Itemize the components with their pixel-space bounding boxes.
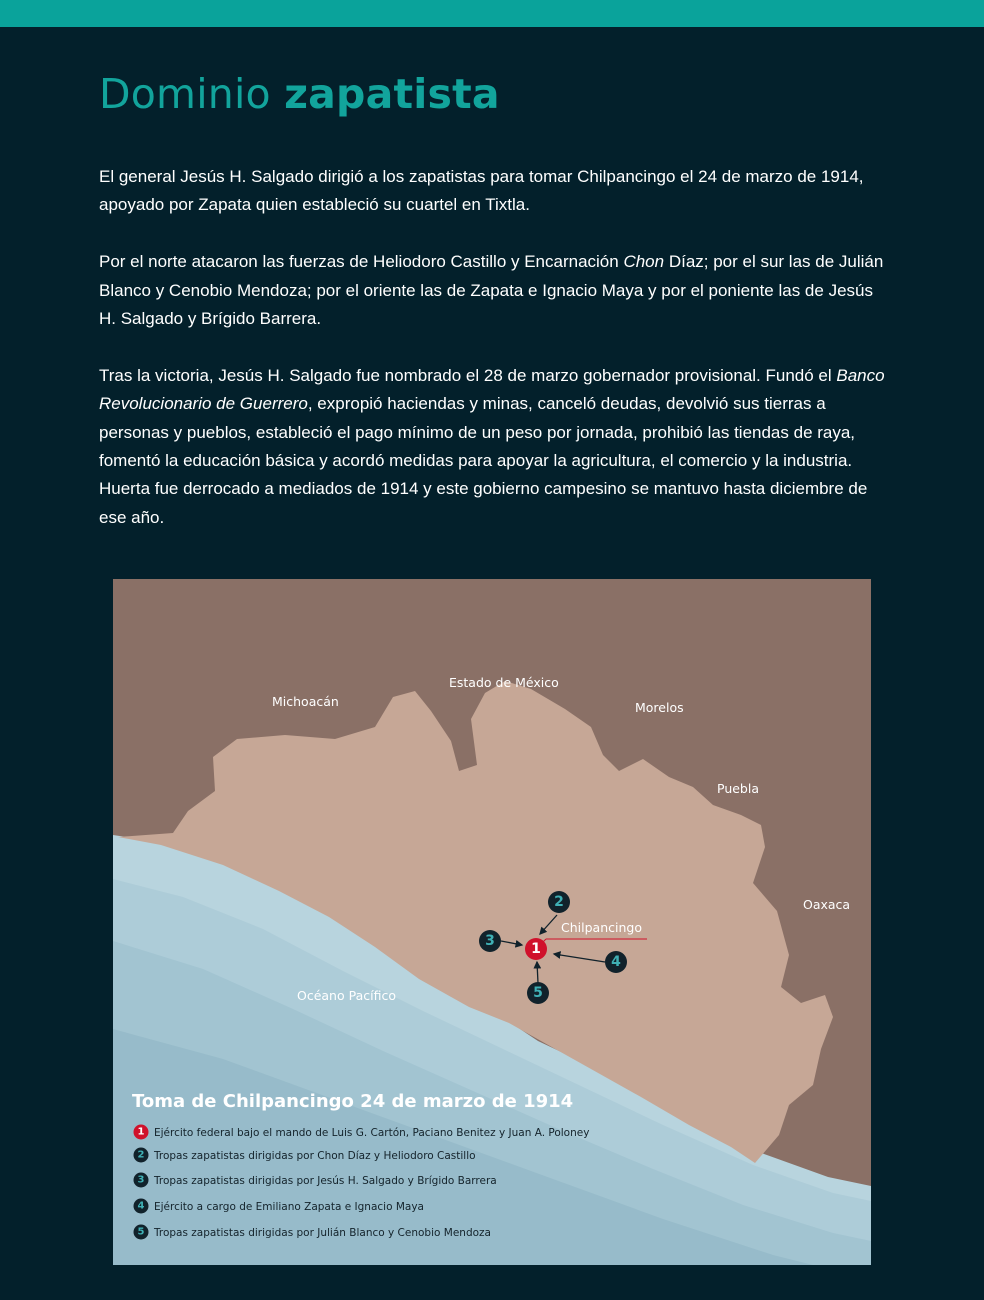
label-chilpancingo: Chilpancingo [561,920,642,935]
legend-item-number: 2 [137,1149,145,1161]
paragraph-1: El general Jesús H. Salgado dirigió a los zapatistas para tomar Chilpancingo el 24 de marzo de 1914, apoyado por Zapata quien estableció su cuartel en Tixtla. [99,167,864,215]
legend-item-number: 5 [137,1226,145,1238]
article-body [99,163,889,561]
paragraph-2-text-a: Por el norte atacaron las fuerzas de Heliodoro Castillo y Encarnación [99,252,624,272]
legend-item [134,1125,590,1140]
legend-item-number: 1 [137,1126,145,1138]
paragraph-3 [99,362,889,532]
marker-4 [605,951,627,973]
legend-item-number: 4 [137,1200,145,1212]
legend-item-number: 3 [137,1174,145,1186]
label-oceano-pacifico: Océano Pacífico [297,988,396,1003]
map-svg [113,579,871,1265]
page-title [99,70,500,118]
marker-1-number: 1 [531,941,541,957]
label-morelos: Morelos [635,700,684,715]
legend-item-text: Tropas zapatistas dirigidas por Jesús H. Salgado y Brígido Barrera [154,1175,497,1187]
top-accent-bar [0,0,984,27]
paragraph-2 [99,248,889,333]
legend-item-text: Ejército federal bajo el mando de Luis G. Cartón, Paciano Benitez y Juan A. Poloney [154,1127,590,1139]
guerrero-map [113,579,871,1265]
paragraph-2-text-b: Díaz; por el sur las de Julián Blanco y Cenobio Mendoza; por el oriente las de Zapata e Ignacio Maya y por el poniente las de Jesús H. Salgado y Brígido Barrera. [99,252,884,329]
legend-item [134,1199,425,1214]
title-light: Dominio [99,70,271,118]
label-estado-de-mexico: Estado de México [449,675,559,690]
marker-5-number: 5 [533,985,543,1001]
marker-4-number: 4 [611,954,621,970]
marker-5 [527,982,549,1004]
legend-item-text: Tropas zapatistas dirigidas por Julián Blanco y Cenobio Mendoza [154,1227,491,1239]
marker-2-number: 2 [554,894,564,910]
marker-1 [525,938,547,960]
label-michoacan: Michoacán [272,694,339,709]
paragraph-3-text-a: Tras la victoria, Jesús H. Salgado fue nombrado el 28 de marzo gobernador provisional. Fundó el [99,365,837,385]
legend-item [134,1173,497,1188]
marker-3-number: 3 [485,933,495,949]
label-oaxaca: Oaxaca [803,897,851,912]
marker-3 [479,930,501,952]
label-puebla: Puebla [717,781,759,796]
marker-2 [548,891,570,913]
legend-item [134,1148,476,1163]
title-bold: zapatista [284,70,500,118]
legend-item-text: Tropas zapatistas dirigidas por Chon Díaz y Heliodoro Castillo [154,1150,476,1162]
paragraph-3-emphasis: Banco Revolucionario de Guerrero [99,365,885,414]
legend-item-text: Ejército a cargo de Emiliano Zapata e Ignacio Maya [154,1201,424,1213]
paragraph-3-text-b: , expropió haciendas y minas, canceló deudas, devolvió sus tierras a personas y pueblos, estableció el pago mínimo de un peso por jornada, prohibió las tiendas de raya, fomentó la educación básica y acordó medidas para apoyar la agricultura, el comercio y la industria. Huerta fue derrocado a mediados de 1914 y este gobierno campesino se mantuvo hasta diciembre de ese año. [99,394,868,527]
legend-title: Toma de Chilpancingo 24 de marzo de 1914 [132,1091,574,1112]
paragraph-2-emphasis: Chon [623,252,665,272]
legend-item [134,1225,491,1240]
